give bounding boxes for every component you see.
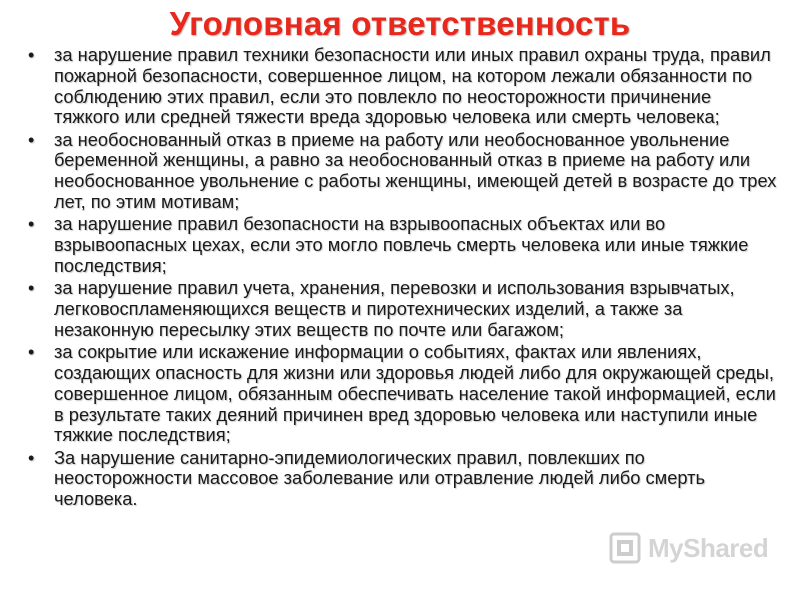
list-item-text: за нарушение правил техники безопасности или иных правил охраны труда, правил пожарной безопасности, совершенное лицом, на котором лежали обязанности по соблюдению этих правил, если это повлекло по неосторожности причинение тяжкого или средней тяжести вреда здоровью человека или смерть человека; xyxy=(54,44,771,128)
bullet-icon: • xyxy=(28,129,35,150)
list-item xyxy=(26,278,778,340)
watermark-text: MyShared xyxy=(648,532,769,563)
list-item xyxy=(26,342,778,446)
bullet-icon: • xyxy=(28,214,35,235)
bullet-list xyxy=(26,45,778,512)
list-item xyxy=(26,45,778,128)
watermark xyxy=(608,528,768,568)
list-item xyxy=(26,130,778,213)
bullet-icon: • xyxy=(28,447,35,468)
bullet-icon: • xyxy=(28,342,35,363)
list-item-text: за нарушение правил учета, хранения, перевозки и использования взрывчатых, легковоспламеняющихся веществ и пиротехнических изделий, а также за незаконную пересылку этих веществ по почте или багажом; xyxy=(54,277,735,340)
list-item xyxy=(26,448,778,510)
page-title: Уголовная ответственность xyxy=(169,5,631,42)
bullet-icon: • xyxy=(28,45,35,65)
bullet-icon: • xyxy=(28,278,35,299)
myshared-logo-icon xyxy=(608,531,642,565)
list-item-text: за сокрытие или искажение информации о событиях, фактах или явлениях, создающих опасность для жизни или здоровья людей либо для окружающей среды, совершенное лицом, обязанным обеспечивать население такой информацией, если в результате таких деяний причинен вред здоровью человека или наступили иные тяжкие последствия; xyxy=(54,341,776,446)
list-item-text: За нарушение санитарно-эпидемиологических правил, повлекших по неосторожности массовое заболевание или отравление людей либо смерть человека. xyxy=(54,446,706,510)
list-item-text: за нарушение правил безопасности на взрывоопасных объектах или во взрывоопасных цехах, если это могло повлечь смерть человека или иные тяжкие последствия; xyxy=(54,213,749,276)
list-item-text: за необоснованный отказ в приеме на работу или необоснованное увольнение беременной женщины, а равно за необоснованный отказ в приеме на работу или необоснованное увольнение с работы женщины, имеющей детей в возрасте до трех лет, по этим мотивам; xyxy=(54,128,777,213)
list-item xyxy=(26,214,778,276)
